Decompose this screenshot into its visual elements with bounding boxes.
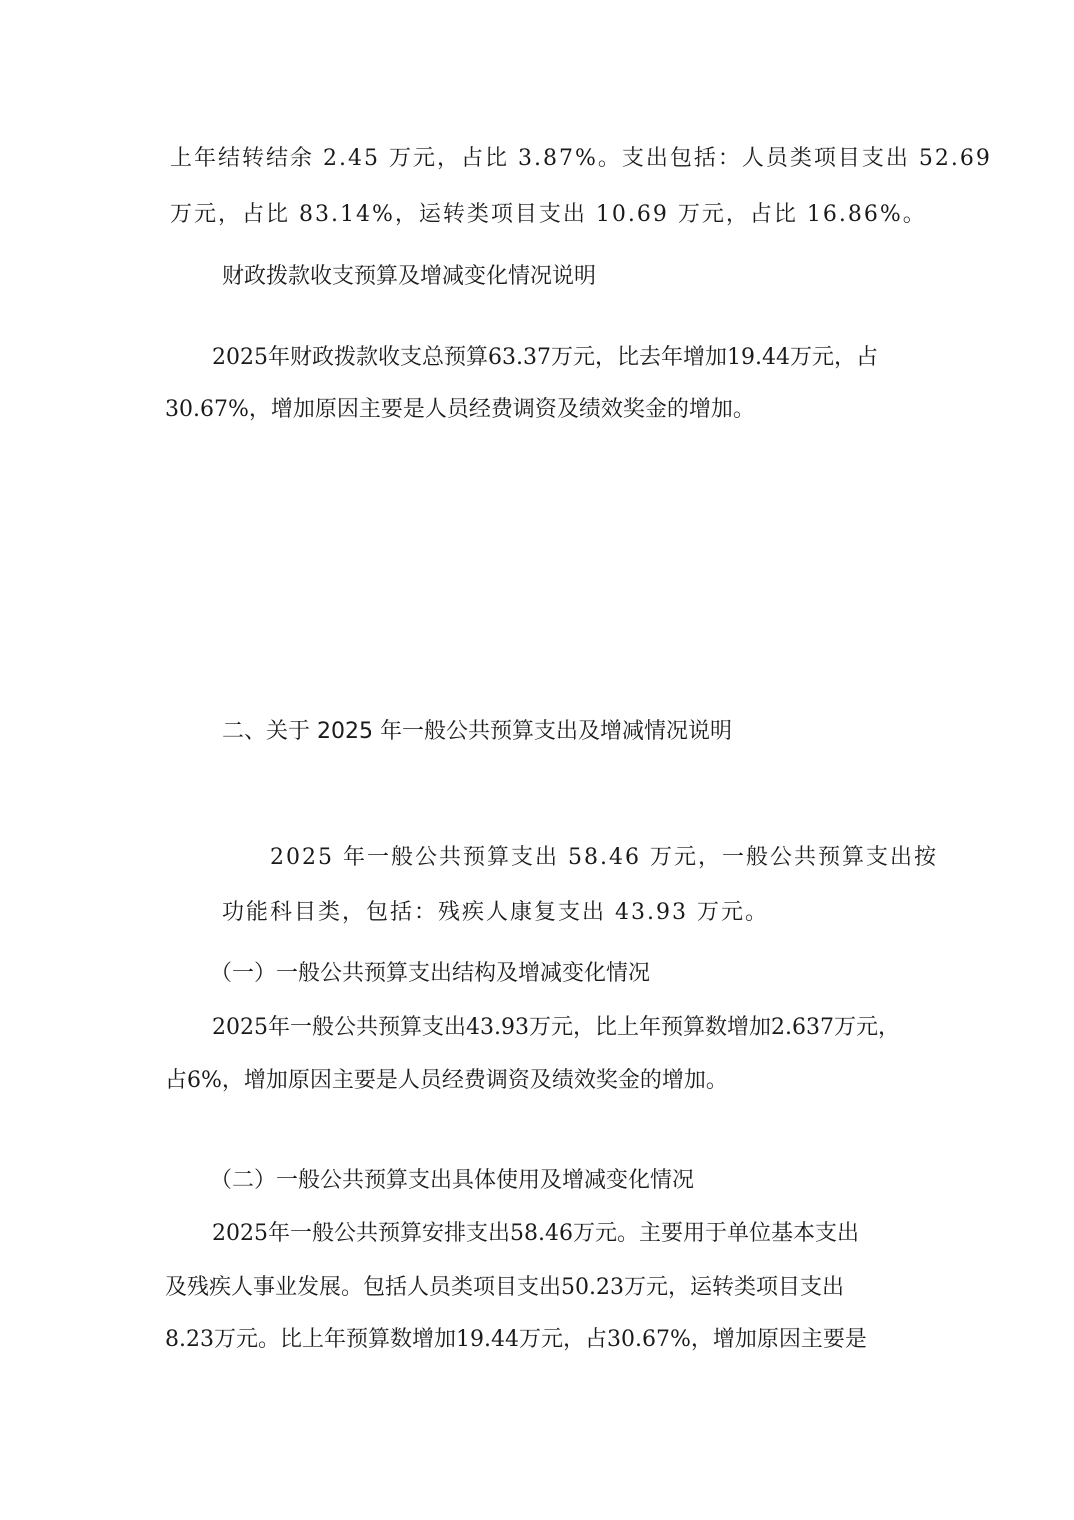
paragraph-2-line-2: 30.67%，增加原因主要是人员经费调资及绩效奖金的增加。 [165, 397, 755, 422]
subheading-structure: （一）一般公共预算支出结构及增减变化情况 [210, 961, 651, 986]
paragraph-4-line-2: 占6%，增加原因主要是人员经费调资及绩效奖金的增加。 [165, 1068, 728, 1093]
paragraph-5-line-1: 2025年一般公共预算安排支出58.46万元。主要用于单位基本支出 [212, 1221, 859, 1246]
paragraph-1-line-1: 上年结转结余 2.45 万元，占比 3.87%。支出包括：人员类项目支出 52.69 [170, 146, 992, 171]
subheading-usage: （二）一般公共预算支出具体使用及增减变化情况 [210, 1168, 695, 1193]
heading-fiscal-budget: 财政拨款收支预算及增减变化情况说明 [222, 264, 597, 289]
paragraph-1-line-2: 万元，占比 83.14%，运转类项目支出 10.69 万元，占比 16.86%。 [170, 202, 927, 227]
paragraph-3-line-2: 功能科目类，包括：残疾人康复支出 43.93 万元。 [222, 900, 769, 925]
paragraph-5-line-2: 及残疾人事业发展。包括人员类项目支出50.23万元，运转类项目支出 [165, 1275, 844, 1300]
section-2-heading: 二、关于 2025 年一般公共预算支出及增减情况说明 [222, 719, 732, 744]
paragraph-4-line-1: 2025年一般公共预算支出43.93万元，比上年预算数增加2.637万元， [212, 1015, 900, 1040]
paragraph-2-line-1: 2025年财政拨款收支总预算63.37万元，比去年增加19.44万元，占 [212, 345, 878, 370]
paragraph-5-line-3: 8.23万元。比上年预算数增加19.44万元，占30.67%，增加原因主要是 [165, 1327, 867, 1352]
paragraph-3-line-1: 2025 年一般公共预算支出 58.46 万元，一般公共预算支出按 [270, 845, 938, 870]
